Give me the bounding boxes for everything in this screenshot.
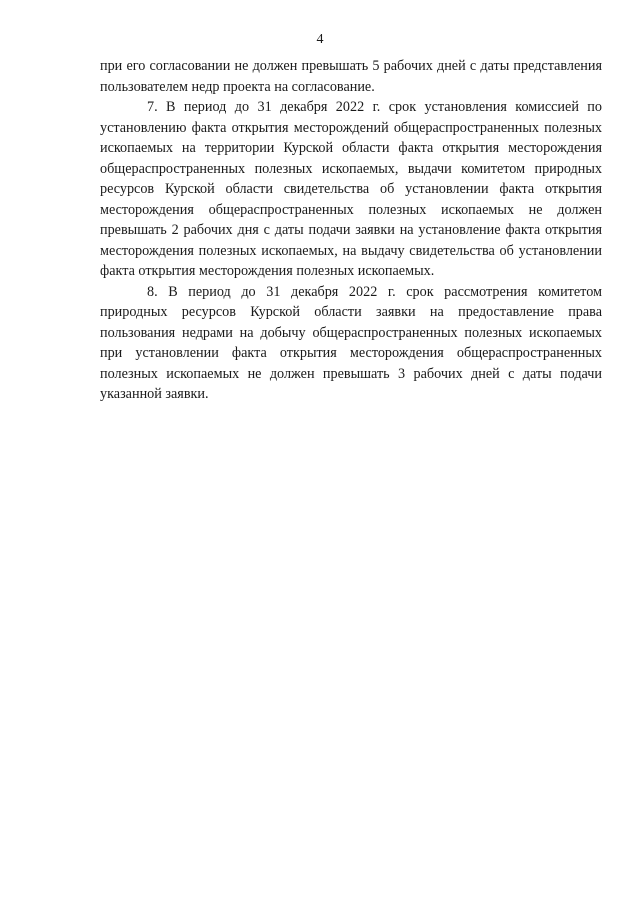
page-number: 4 [316,32,324,47]
paragraph-7: 7. В период до 31 декабря 2022 г. срок установления комиссией по установлению факта открытия месторождений общераспространенных полезных ископаемых на территории Курской области факта открытия месторождения общераспространенных полезных ископаемых, выдачи комитетом природных ресурсов Курской области свидетельства об установлении факта открытия месторождения общераспространенных полезных ископаемых не должен превышать 2 рабочих дня с даты подачи заявки на установление факта открытия месторождения полезных ископаемых, на выдачу свидетельства об установлении факта открытия месторождения полезных ископаемых. [100,99,602,279]
paragraph-8: 8. В период до 31 декабря 2022 г. срок рассмотрения комитетом природных ресурсов Курской области заявки на предоставление права пользования недрами на добычу общераспространенных полезных ископаемых при установлении факта открытия месторождения общераспространенных полезных ископаемых не должен превышать 3 рабочих дней с даты подачи указанной заявки. [100,283,602,402]
document-body [100,56,602,405]
paragraph-continuation: при его согласовании не должен превышать 5 рабочих дней с даты представления пользователем недр проекта на согласование. [100,58,602,95]
